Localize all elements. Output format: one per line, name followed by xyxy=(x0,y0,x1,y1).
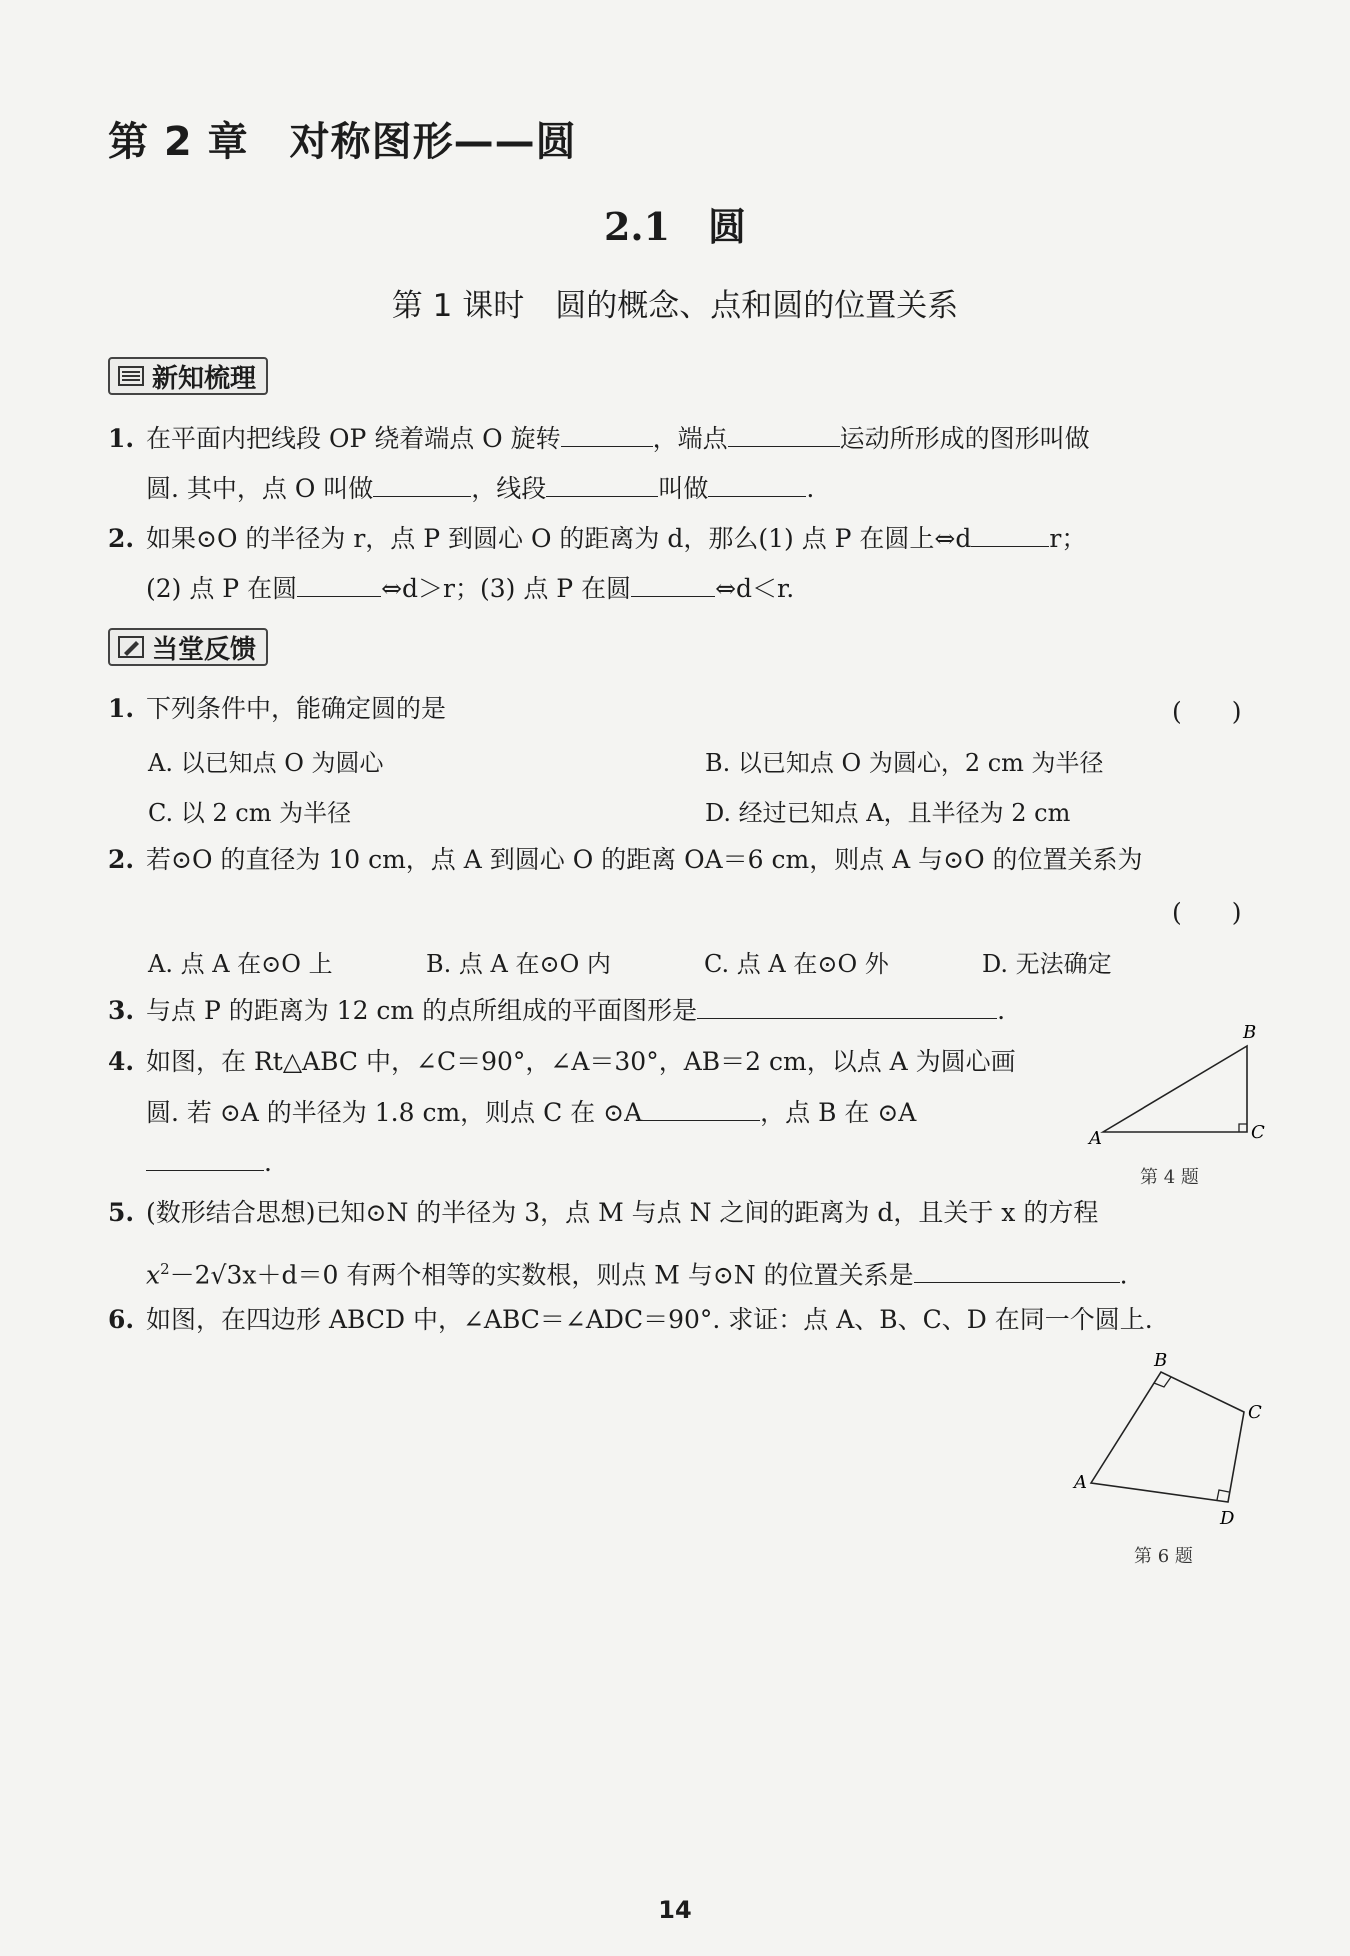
vertex-label-c: C xyxy=(1248,1402,1262,1423)
review-item-2-line-2: (2) 点 P 在圆 ⇔d＞r；(3) 点 P 在圆 ⇔d＜r. xyxy=(146,574,795,603)
pencil-icon xyxy=(118,635,144,659)
option-a[interactable]: A. 以已知点 O 为圆心 xyxy=(148,749,384,777)
answer-blank[interactable] xyxy=(642,1096,760,1121)
practice-q5-line-1: 5. (数形结合思想)已知⊙N 的半径为 3，点 M 与点 N 之间的距离为 d，且关于 x 的方程 xyxy=(108,1198,1099,1227)
option-c[interactable]: C. 点 A 在⊙O 外 xyxy=(704,950,889,978)
lesson-title: 第 1 课时 圆的概念、点和圆的位置关系 xyxy=(391,288,959,324)
answer-blank[interactable] xyxy=(708,472,806,497)
practice-q6: 6. 如图，在四边形 ABCD 中，∠ABC＝∠ADC＝90°. 求证：点 A、B、C、D 在同一个圆上. xyxy=(108,1305,1153,1334)
answer-paren[interactable]: ( ) xyxy=(1172,697,1242,726)
figure-caption-q6: 第 6 题 xyxy=(1134,1546,1193,1567)
review-item-2-line-1: 2. 如果⊙O 的半径为 r，点 P 到圆心 O 的距离为 d，那么(1) 点 P 在圆上⇔d r； xyxy=(108,524,1087,553)
option-c[interactable]: C. 以 2 cm 为半径 xyxy=(148,799,352,827)
option-d[interactable]: D. 无法确定 xyxy=(982,950,1112,978)
option-d[interactable]: D. 经过已知点 A，且半径为 2 cm xyxy=(705,799,1071,827)
triangle-abc xyxy=(1103,1046,1247,1132)
section-tag-practice xyxy=(108,628,268,666)
answer-blank[interactable] xyxy=(373,472,471,497)
right-angle-mark-d xyxy=(1217,1490,1229,1500)
chapter-title: 第 2 章 对称图形——圆 xyxy=(108,119,577,165)
section-tag-review xyxy=(108,357,268,395)
practice-q2-stem: 2. 若⊙O 的直径为 10 cm，点 A 到圆心 O 的距离 OA＝6 cm，则点 A 与⊙O 的位置关系为 xyxy=(108,845,1143,874)
section-tag-label: 新知梳理 xyxy=(152,363,257,394)
section-title: 2.1 圆 xyxy=(603,204,747,249)
answer-blank[interactable] xyxy=(728,422,840,447)
answer-paren[interactable]: ( ) xyxy=(1172,898,1242,927)
vertex-label-b: B xyxy=(1154,1350,1168,1371)
quadrilateral-abcd xyxy=(1091,1372,1244,1502)
answer-blank[interactable] xyxy=(697,994,997,1019)
vertex-label-d: D xyxy=(1220,1508,1235,1529)
answer-blank[interactable] xyxy=(146,1146,264,1171)
answer-blank[interactable] xyxy=(631,572,715,597)
practice-q1-stem: 1. 下列条件中，能确定圆的是 xyxy=(108,694,447,723)
answer-blank[interactable] xyxy=(914,1258,1120,1283)
review-item-1-line-2: 圆. 其中，点 O 叫做 ，线段 叫做 . xyxy=(146,474,815,503)
practice-q4-line-1: 4. 如图，在 Rt△ABC 中，∠C＝90°，∠A＝30°，AB＝2 cm，以点 A 为圆心画 xyxy=(108,1047,1016,1076)
answer-blank[interactable] xyxy=(546,472,658,497)
practice-q3: 3. 与点 P 的距离为 12 cm 的点所组成的平面图形是 . xyxy=(108,996,1006,1025)
option-a[interactable]: A. 点 A 在⊙O 上 xyxy=(148,950,333,978)
practice-q5-line-2: $x^2-2√3x+d=0$ 有两个相等的实数根，则点 M 与⊙N 的位置关系是 . xyxy=(146,1260,1128,1290)
option-b[interactable]: B. 以已知点 O 为圆心，2 cm 为半径 xyxy=(705,749,1104,777)
practice-q4-line-2: 圆. 若 ⊙A 的半径为 1.8 cm，则点 C 在 ⊙A ，点 B 在 ⊙A xyxy=(146,1098,917,1127)
answer-blank[interactable] xyxy=(561,422,653,447)
section-tag-label: 当堂反馈 xyxy=(152,634,257,665)
figure-q6-quadrilateral xyxy=(1070,1348,1270,1538)
vertex-label-b: B xyxy=(1243,1022,1257,1043)
vertex-label-a: A xyxy=(1089,1128,1102,1149)
right-angle-mark xyxy=(1239,1124,1247,1132)
option-b[interactable]: B. 点 A 在⊙O 内 xyxy=(426,950,611,978)
page-number: 14 xyxy=(658,1896,692,1924)
book-icon xyxy=(118,364,144,388)
answer-blank[interactable] xyxy=(297,572,381,597)
practice-q4-line-3: . xyxy=(146,1146,272,1180)
vertex-label-a: A xyxy=(1074,1472,1087,1493)
answer-blank[interactable] xyxy=(971,522,1049,547)
figure-caption-q4: 第 4 题 xyxy=(1140,1167,1199,1188)
vertex-label-c: C xyxy=(1251,1122,1265,1143)
figure-q4-triangle xyxy=(1075,1020,1275,1180)
review-item-1-line-1: 1. 在平面内把线段 OP 绕着端点 O 旋转 ，端点 运动所形成的图形叫做 xyxy=(108,424,1090,453)
